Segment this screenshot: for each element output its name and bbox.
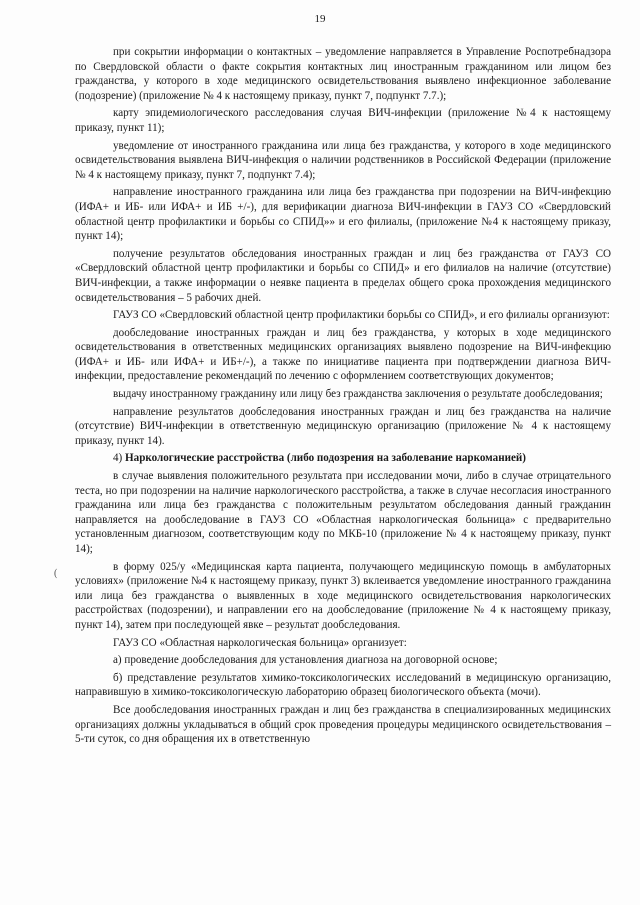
margin-mark: ( — [54, 568, 58, 579]
paragraph: б) представление результатов химико-токсикологических исследований в медицинскую организацию, направившую в химико-токсикологическую лабораторию образец биологического объекта (мочи). — [75, 671, 611, 699]
paragraph: дообследование иностранных граждан и лиц без гражданства, у которых в ходе медицинского освидетельствования в ответственных медицинских организациях выявлено подозрение на ВИЧ-инфекцию (ИФА+ и ИБ- или ИФА+ и ИБ+/-), а также по инициативе пациента при подтверждении диагноза ВИЧ-инфекции, предоставление рекомендаций по лечению с оформлением соответствующих документов; — [75, 326, 611, 383]
document-body — [75, 45, 611, 747]
paragraph: выдачу иностранному гражданину или лицу без гражданства заключения о результате дообследования; — [113, 388, 603, 401]
paragraph: в случае выявления положительного результата при исследовании мочи, либо в случае отрицательного теста, но при подозрении на наличие наркологического расстройства, а также в случае несогласия иностранного гражданина или лица без гражданства с положительным результатом обследования данный гражданин направляется на дообследование в ГАУЗ СО «Областная наркологическая больница» с предварительно установленным диагнозом, соответствующим коду по МКБ-10 (приложение № 4 к настоящему приказу, пункт 14); — [75, 470, 611, 555]
section-heading — [75, 451, 611, 466]
paragraph: в форму 025/у «Медицинская карта пациента, получающего медицинскую помощь в амбулаторных условиях» (приложение №4 к настоящему приказу, пункт 3) вклеивается уведомление иностранного гражданина или лица без гражданства о выявленных в ходе медицинского освидетельствования наркологических расстройствах (подозрении), и направлении его на дообследование (приложение № 4 к настоящему приказу, пункт 14), затем при последующей явке – результат дообследования. — [75, 560, 611, 631]
paragraph: карту эпидемиологического расследования случая ВИЧ-инфекции (приложение №4 к настоящему приказу, пункт 11); — [75, 107, 611, 134]
paragraph: Все дообследования иностранных граждан и лиц без гражданства в специализированных медицинских организациях должны укладываться в общий срок проведения процедуры медицинского освидетельствования – 5-ти суток, со дня обращения их в ответственную — [75, 703, 611, 746]
paragraph: направление иностранного гражданина или лица без гражданства при подозрении на ВИЧ-инфекцию (ИФА+ и ИБ- или ИФА+ и ИБ +/-), для верификации диагноза ВИЧ-инфекции в ГАУЗ СО «Свердловский областной центр профилактики и борьбы со СПИД»» и его филиалы, (приложение №4 к настоящему приказу, пункт 14); — [75, 186, 611, 243]
paragraph: ГАУЗ СО «Областная наркологическая больница» организует: — [113, 636, 407, 649]
paragraph: при сокрытии информации о контактных – уведомление направляется в Управление Роспотребнадзора по Свердловской области о факте сокрытия контактных лиц иностранным гражданином или лицом без гражданства, у которого в ходе медицинского освидетельствования выявлено инфекционное заболевание (подозрение) (приложение № 4 к настоящему приказу, пункт 7, подпункт 7.7.); — [75, 46, 611, 102]
paragraph: ГАУЗ СО «Свердловский областной центр профилактики борьбы со СПИД», и его филиалы организуют: — [113, 309, 610, 322]
section-number: 4) — [113, 452, 123, 465]
section-title: Наркологические расстройства (либо подозрения на заболевание наркоманией) — [125, 452, 527, 465]
paragraph: направление результатов дообследования иностранных граждан и лиц без гражданства на наличие (отсутствие) ВИЧ-инфекции в ответственную медицинскую организацию (приложение № 4 к настоящему приказу, пункт 14). — [75, 405, 611, 447]
page-number: 19 — [314, 13, 326, 25]
paragraph: а) проведение дообследования для установления диагноза на договорной основе; — [113, 654, 498, 667]
paragraph: получение результатов обследования иностранных граждан и лиц без гражданства от ГАУЗ СО «Свердловский областной центр профилактики и борьбы со СПИД» и его филиалов на наличие (отсутствие) ВИЧ-инфекции, а также информации о неявке пациента в пределах общего срока прохождения медицинского освидетельствования – 5 рабочих дней. — [75, 247, 611, 304]
paragraph: уведомление от иностранного гражданина или лица без гражданства, у которого в ходе медицинского освидетельствования выявлена ВИЧ-инфекция о наличии родственников в Российской Федерации (приложение № 4 к настоящему приказу, пункт 7, подпункт 7.4); — [75, 139, 611, 181]
